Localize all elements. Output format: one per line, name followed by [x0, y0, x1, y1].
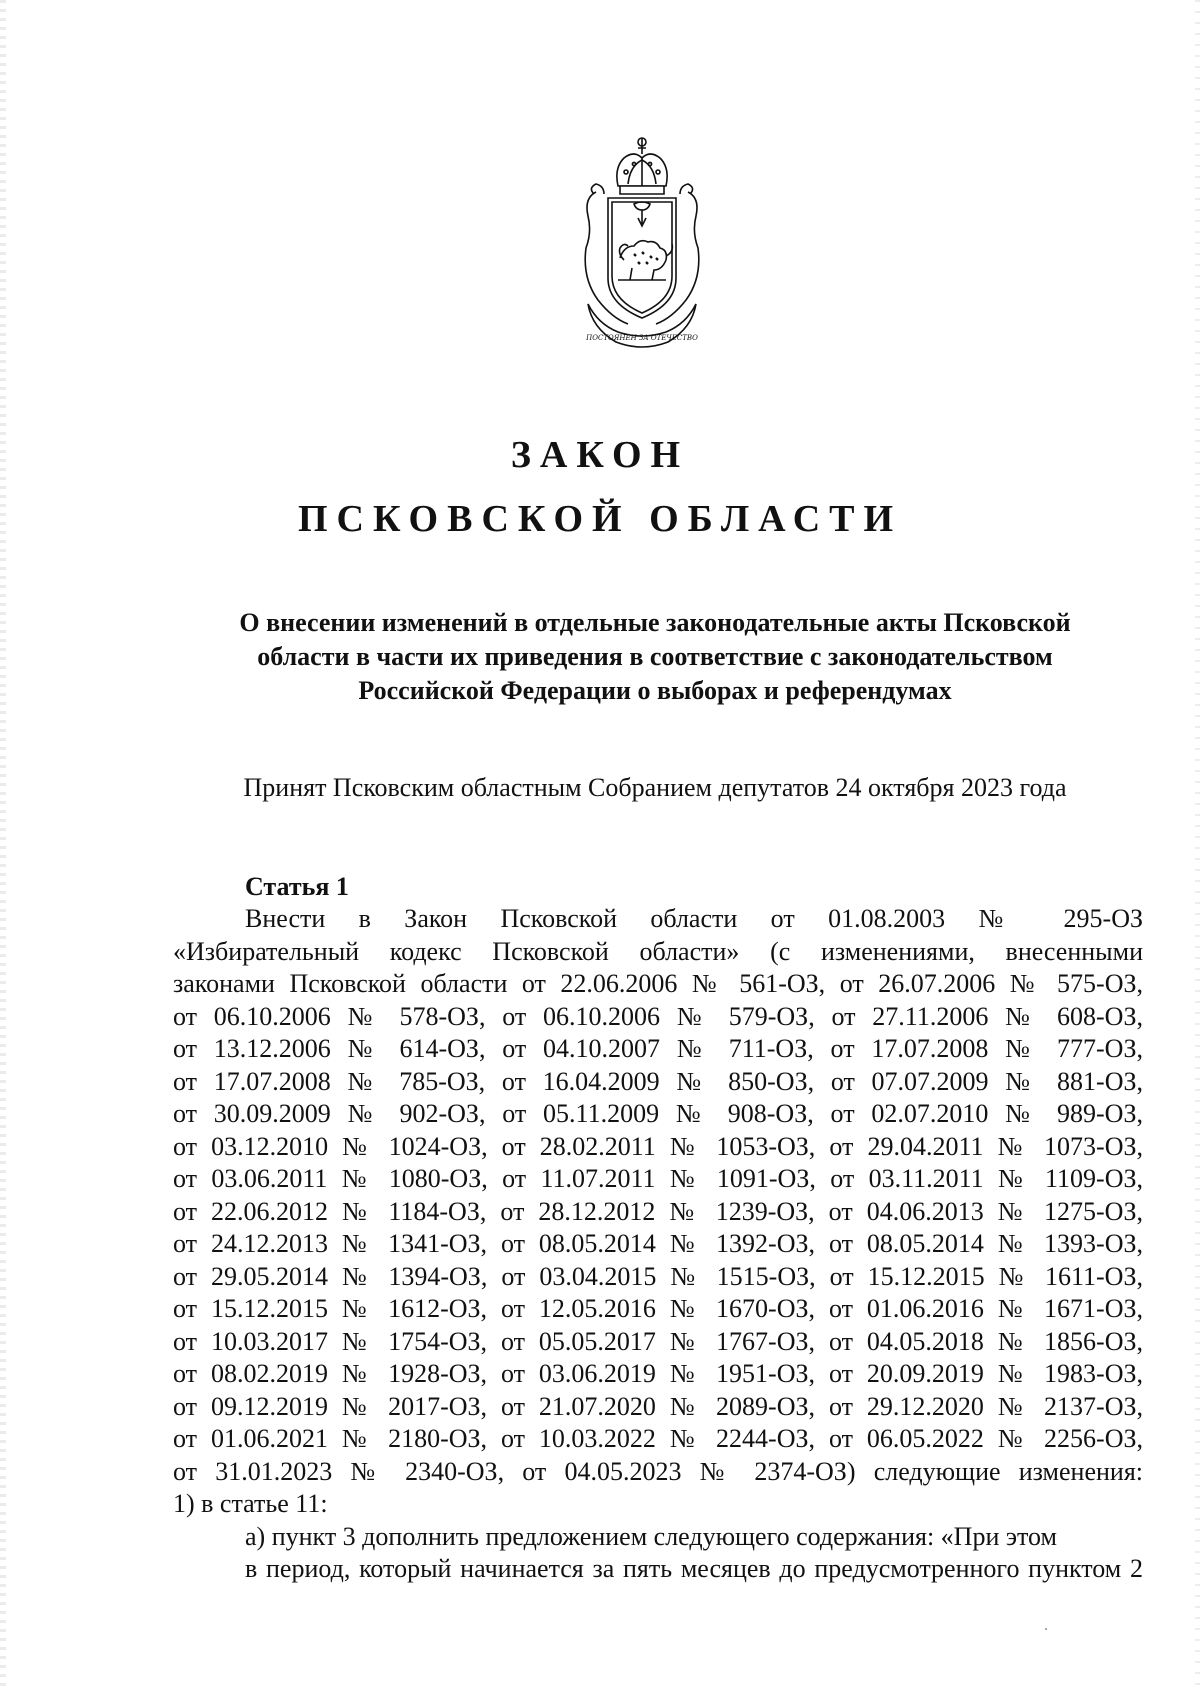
body-line: от 30.09.2009 № 902-ОЗ, от 05.11.2009 № 908-ОЗ, от 02.07.2010 № 989-ОЗ,	[173, 1099, 1143, 1128]
body-line: от 13.12.2006 № 614-ОЗ, от 04.10.2007 № 711-ОЗ, от 17.07.2008 № 777-ОЗ,	[173, 1034, 1143, 1063]
article-body	[173, 903, 1143, 1618]
coat-of-arms-emblem	[558, 128, 726, 364]
body-line: от 01.06.2021 № 2180-ОЗ, от 10.03.2022 № 2244-ОЗ, от 06.05.2022 № 2256-ОЗ,	[173, 1424, 1143, 1453]
body-line: от 09.12.2019 № 2017-ОЗ, от 21.07.2020 № 2089-ОЗ, от 29.12.2020 № 2137-ОЗ,	[173, 1391, 1143, 1421]
body-line: от 03.12.2010 № 1024-ОЗ, от 28.02.2011 № 1053-ОЗ, от 29.04.2011 № 1073-ОЗ,	[173, 1131, 1143, 1161]
body-line: законами Псковской области от 22.06.2006 № 561-ОЗ, от 26.07.2006 № 575-ОЗ,	[173, 969, 1143, 998]
body-line	[173, 1586, 1143, 1619]
body-line: от 17.07.2008 № 785-ОЗ, от 16.04.2009 № 850-ОЗ, от 07.07.2009 № 881-ОЗ,	[173, 1066, 1143, 1096]
body-line: а) пункт 3 дополнить предложением следующего содержания: «При этом	[245, 1521, 1057, 1551]
subject-line: О внесении изменений в отдельные законодательные акты Псковской	[239, 608, 1071, 637]
body-line: «Избирательный кодекс Псковской области» (с изменениями, внесенными	[173, 936, 1143, 966]
body-line: от 31.01.2023 № 2340-ОЗ, от 04.05.2023 № 2374-ОЗ) следующие изменения:	[173, 1456, 1143, 1486]
law-region: ПСКОВСКОЙ ОБЛАСТИ	[297, 498, 903, 540]
article-heading: Статья 1	[245, 872, 349, 901]
subject-line: области в части их приведения в соответствие с законодательством	[257, 642, 1053, 671]
law-title: ЗАКОН	[510, 434, 690, 476]
svg-text:ПОСТОЯНЕН ЗА ОТЕЧЕСТВО: ПОСТОЯНЕН ЗА ОТЕЧЕСТВО	[586, 334, 698, 342]
scan-edge-left	[0, 0, 6, 1686]
subject-line: Российской Федерации о выборах и референдумах	[358, 676, 952, 705]
body-line: Внести в Закон Псковской области от 01.08.2003 № 295-ОЗ	[245, 904, 1143, 933]
body-line: от 06.10.2006 № 578-ОЗ, от 06.10.2006 № 579-ОЗ, от 27.11.2006 № 608-ОЗ,	[173, 1001, 1143, 1031]
body-line: от 08.02.2019 № 1928-ОЗ, от 03.06.2019 № 1951-ОЗ, от 20.09.2019 № 1983-ОЗ,	[173, 1359, 1143, 1388]
body-line: в период, который начинается за пять месяцев до предусмотренного пунктом 2	[245, 1554, 1143, 1583]
body-line: 1) в статье 11:	[173, 1489, 328, 1518]
body-line: от 22.06.2012 № 1184-ОЗ, от 28.12.2012 № 1239-ОЗ, от 04.06.2013 № 1275-ОЗ,	[173, 1196, 1143, 1226]
law-subject	[175, 606, 1135, 708]
adoption-note: Принят Псковским областным Собранием депутатов 24 октября 2023 года	[243, 773, 1067, 802]
body-line: от 03.06.2011 № 1080-ОЗ, от 11.07.2011 № 1091-ОЗ, от 03.11.2011 № 1109-ОЗ,	[173, 1164, 1143, 1193]
body-line: от 10.03.2017 № 1754-ОЗ, от 05.05.2017 № 1767-ОЗ, от 04.05.2018 № 1856-ОЗ,	[173, 1326, 1143, 1356]
body-line: от 24.12.2013 № 1341-ОЗ, от 08.05.2014 № 1392-ОЗ, от 08.05.2014 № 1393-ОЗ,	[173, 1229, 1143, 1258]
scan-speck	[1045, 1628, 1047, 1630]
body-line: от 29.05.2014 № 1394-ОЗ, от 03.04.2015 № 1515-ОЗ, от 15.12.2015 № 1611-ОЗ,	[173, 1261, 1143, 1291]
body-line: от 15.12.2015 № 1612-ОЗ, от 12.05.2016 № 1670-ОЗ, от 01.06.2016 № 1671-ОЗ,	[173, 1294, 1143, 1323]
scan-edge-right	[1195, 0, 1200, 1686]
